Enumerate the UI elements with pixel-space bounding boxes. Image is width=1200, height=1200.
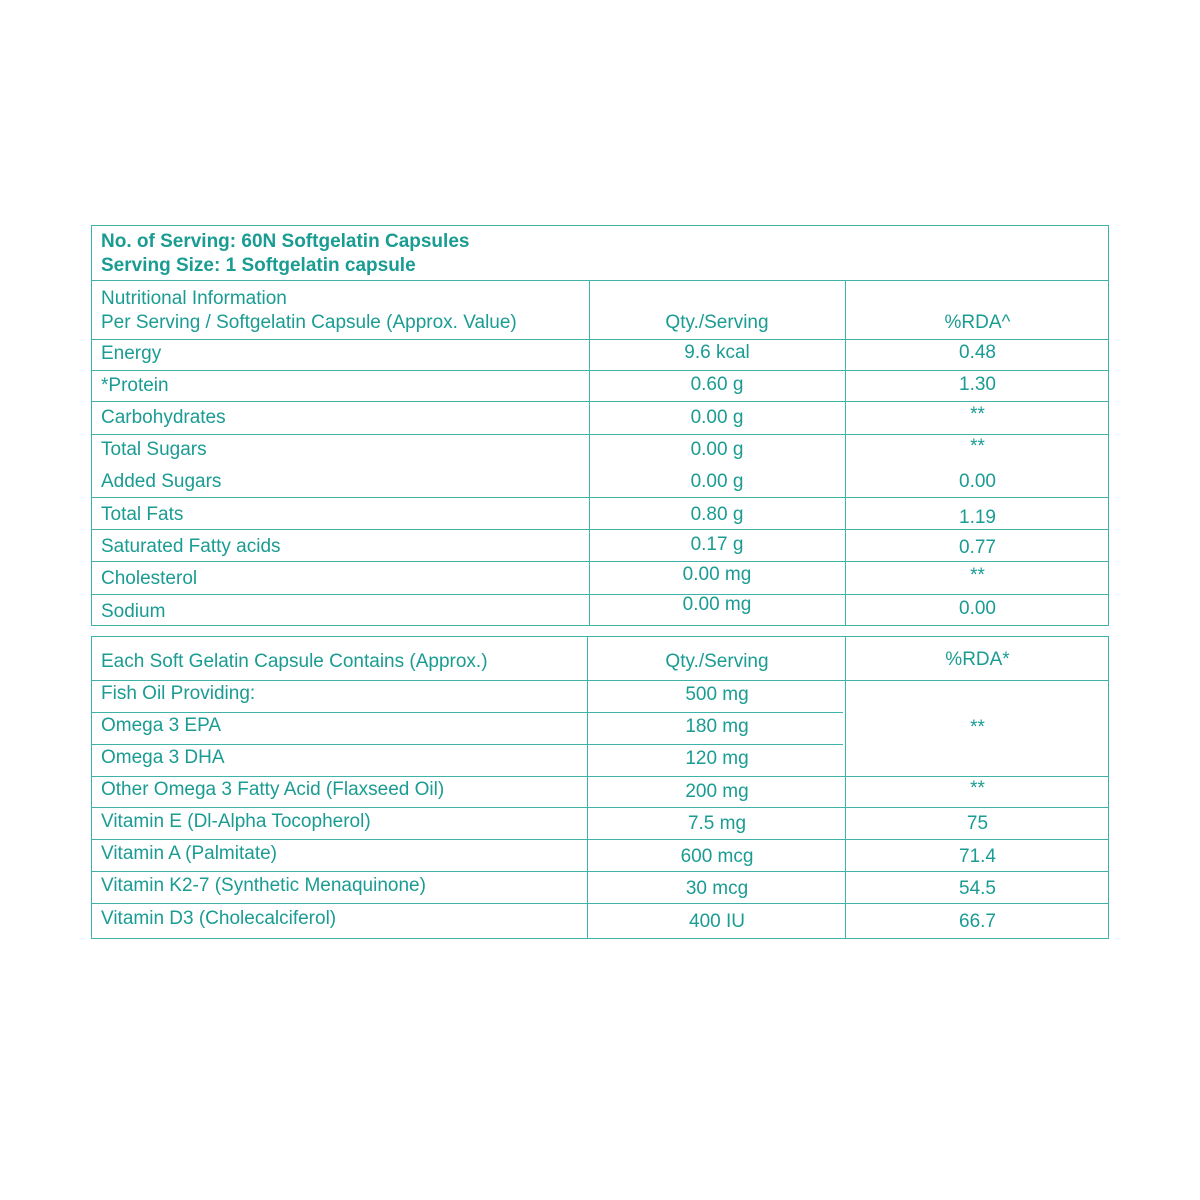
ingredient-rda: ** <box>970 778 985 799</box>
divider <box>92 280 1108 281</box>
nutrient-name: Added Sugars <box>101 471 222 492</box>
nutrient-qty: 0.00 mg <box>682 594 752 615</box>
nutrient-name: *Protein <box>101 375 169 396</box>
divider <box>92 339 1108 340</box>
nutrient-qty: 0.60 g <box>690 374 744 395</box>
divider <box>92 807 1108 808</box>
ingredient-qty: 120 mg <box>685 748 749 769</box>
ingredient-qty: 7.5 mg <box>687 813 747 834</box>
nutrient-rda: 0.00 <box>959 471 996 492</box>
nutrient-qty: 0.00 mg <box>682 564 752 585</box>
nutrient-rda: ** <box>970 436 985 457</box>
serving-size: Serving Size: 1 Softgelatin capsule <box>101 255 416 276</box>
nutrition-header-label: Nutritional Information <box>101 288 287 309</box>
contents-header-label: Each Soft Gelatin Capsule Contains (Approx.) <box>101 651 488 672</box>
ingredient-name: Omega 3 EPA <box>101 715 222 736</box>
divider <box>92 370 1108 371</box>
ingredient-name: Other Omega 3 Fatty Acid (Flaxseed Oil) <box>101 779 445 800</box>
nutrient-name: Sodium <box>101 601 166 622</box>
nutrient-qty: 9.6 kcal <box>684 342 750 363</box>
nutrient-name: Total Fats <box>101 504 184 525</box>
nutrient-rda: 0.77 <box>959 537 996 558</box>
nutrient-rda: 1.19 <box>959 507 996 528</box>
ingredient-name: Fish Oil Providing: <box>101 683 256 704</box>
nutrient-rda: 0.48 <box>959 342 996 363</box>
divider <box>92 903 1108 904</box>
ingredient-name: Vitamin E (Dl-Alpha Tocopherol) <box>101 811 371 832</box>
contents-table <box>91 636 1109 939</box>
ingredient-rda: 54.5 <box>959 878 996 899</box>
nutrient-name: Cholesterol <box>101 568 198 589</box>
nutrient-rda: 0.00 <box>959 598 996 619</box>
ingredient-rda: 75 <box>966 813 989 834</box>
nutrient-rda: ** <box>970 404 985 425</box>
divider <box>92 529 1108 530</box>
nutrition-header-qty: Qty./Serving <box>665 312 769 333</box>
ingredient-qty: 400 IU <box>689 911 745 932</box>
divider <box>92 561 1108 562</box>
nutrient-rda: 1.30 <box>959 374 996 395</box>
nutrient-qty: 0.00 g <box>690 439 744 460</box>
divider <box>92 776 1108 777</box>
ingredient-qty: 200 mg <box>685 781 749 802</box>
ingredient-name: Vitamin A (Palmitate) <box>101 843 278 864</box>
nutrient-qty: 0.00 g <box>690 407 744 428</box>
column-divider <box>587 637 588 938</box>
nutrient-qty: 0.17 g <box>690 534 744 555</box>
divider <box>92 401 1108 402</box>
ingredient-rda: 66.7 <box>959 911 996 932</box>
nutrition-header-sublabel: Per Serving / Softgelatin Capsule (Approx. Value) <box>101 312 517 333</box>
ingredient-name: Omega 3 DHA <box>101 747 225 768</box>
nutrition-header-rda: %RDA^ <box>944 312 1011 333</box>
nutrient-qty: 0.80 g <box>690 504 744 525</box>
divider <box>92 434 1108 435</box>
nutrient-name: Total Sugars <box>101 439 207 460</box>
nutrient-rda: ** <box>970 565 985 586</box>
divider <box>92 871 1108 872</box>
merged-rda: ** <box>970 717 985 738</box>
ingredient-name: Vitamin D3 (Cholecalciferol) <box>101 908 337 929</box>
contents-header-qty: Qty./Serving <box>665 651 769 672</box>
ingredient-qty: 500 mg <box>685 684 749 705</box>
ingredient-name: Vitamin K2-7 (Synthetic Menaquinone) <box>101 875 426 896</box>
nutrition-table <box>91 225 1109 626</box>
divider <box>92 680 1108 681</box>
ingredient-rda: 71.4 <box>959 846 996 867</box>
ingredient-qty: 30 mcg <box>685 878 749 899</box>
divider <box>92 497 1108 498</box>
ingredient-qty: 180 mg <box>685 716 749 737</box>
divider <box>92 839 1108 840</box>
nutrient-name: Energy <box>101 343 162 364</box>
divider <box>92 712 843 713</box>
serving-count: No. of Serving: 60N Softgelatin Capsules <box>101 231 470 252</box>
contents-header-rda: %RDA* <box>945 649 1010 670</box>
nutrient-name: Saturated Fatty acids <box>101 536 281 557</box>
divider <box>92 744 843 745</box>
ingredient-qty: 600 mcg <box>680 846 754 867</box>
nutrient-name: Carbohydrates <box>101 407 226 428</box>
nutrient-qty: 0.00 g <box>690 471 744 492</box>
